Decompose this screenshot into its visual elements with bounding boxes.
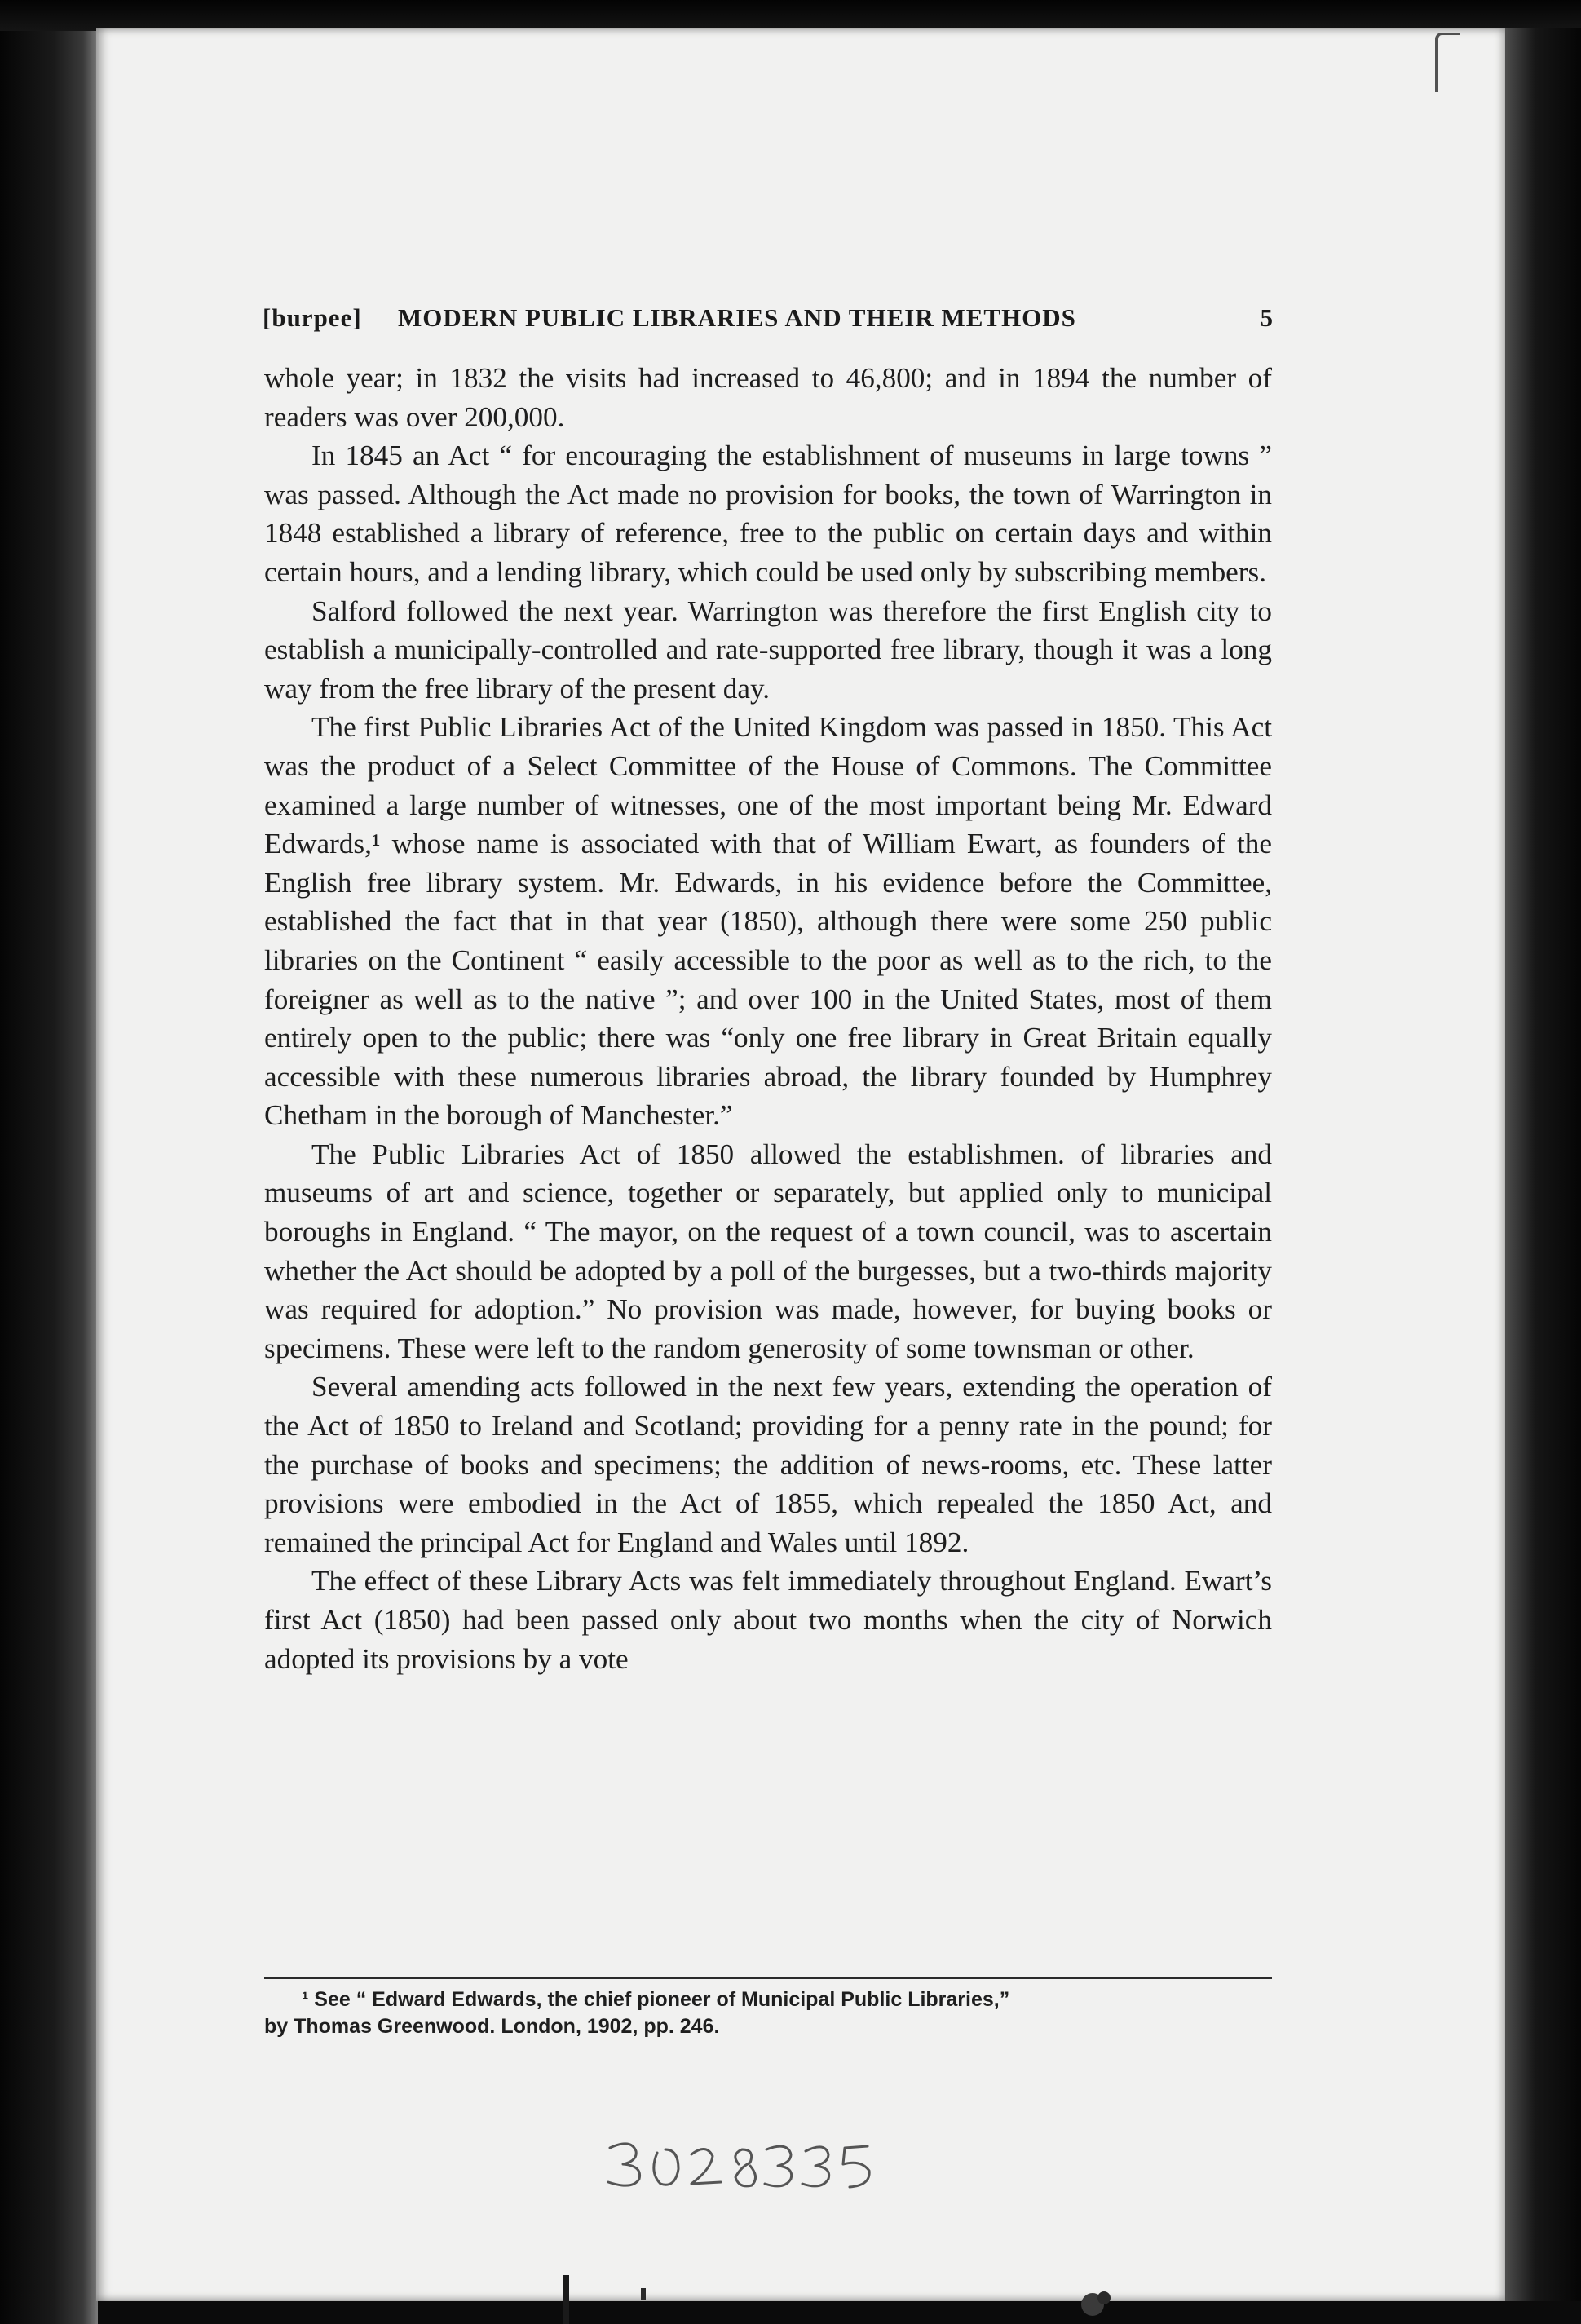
handwritten-accession-number (600, 2132, 894, 2197)
top-scan-border (0, 0, 1581, 31)
page-number: 5 (1260, 303, 1274, 332)
paragraph-act-1845: In 1845 an Act “ for encouraging the establishment of museums in large towns ” was passed. Although the Act made no provision for books, the town of Warrington in 1848 established a library of reference, free to the public on certain days and within certain hours, and a lending library, which could be used only by subscribing members. (264, 440, 1272, 588)
scan-bottom-artifacts (0, 2259, 1581, 2324)
footnote-divider (264, 1977, 1272, 1979)
paragraph-provisions-1850: The Public Libraries Act of 1850 allowed the establishmen. of libraries and museums of art and science, together or separately, but applied only to municipal boroughs in England. “ The mayor, on the request of a town council, was to ascertain whether the Act should be adopted by a poll of the burgesses, but a two-thirds majority was required for adoption.” No provision was made, however, for buying books or specimens. These were left to the random generosity of some townsman or other. (264, 1138, 1272, 1364)
page-corner-mark (1435, 33, 1460, 92)
running-head (263, 303, 1274, 336)
footnote-line-1: ¹ See “ Edward Edwards, the chief pioneer of Municipal Public Libraries,” (302, 1988, 1010, 2011)
footnote-line-2: by Thomas Greenwood. London, 1902, pp. 246. (264, 2015, 720, 2038)
paragraph-continued: whole year; in 1832 the visits had increased to 46,800; and in 1894 the number of readers was over 200,000. (264, 362, 1272, 433)
left-binding-shadow (0, 0, 98, 2324)
paragraph-amending-acts: Several amending acts followed in the next few years, extending the operation of the Act of 1850 to Ireland and Scotland; providing for a penny rate in the pound; for the purchase of books and specimens; the addition of news-rooms, etc. These latter provisions were embodied in the Act of 1855, which repealed the 1850 Act, and remained the principal Act for England and Wales until 1892. (264, 1371, 1272, 1558)
running-head-title: MODERN PUBLIC LIBRARIES AND THEIR METHODS (398, 303, 1076, 332)
paragraph-salford: Salford followed the next year. Warrington was therefore the first English city to establish a municipally-controlled and rate-supported free library, though it was a long way from the free library of the present day. (264, 594, 1272, 705)
paragraph-act-1850: The first Public Libraries Act of the United Kingdom was passed in 1850. This Act was the product of a Select Committee of the House of Commons. The Committee examined a large number of witnesses, one of the most important being Mr. Edward Edwards,¹ whose name is associated with that of William Ewart, as founders of the English free library system. Mr. Edwards, in his evidence before the Committee, established the fact that in that year (1850), although there were some 250 public libraries on the Continent “ easily accessible to the poor as well as to the rich, to the foreigner as well as to the native ”; and over 100 in the United States, most of them entirely open to the public; there was “only one free library in Great Britain equally accessible with these numerous libraries abroad, the library founded by Humphrey Chetham in the borough of Manchester.” (264, 711, 1272, 1132)
footnote (264, 1986, 1272, 2040)
paragraph-effect: The effect of these Library Acts was felt immediately throughout England. Ewart’s first Act (1850) had been passed only about two months when the city of Norwich adopted its provisions by a vote (264, 1565, 1272, 1675)
right-page-edge-shadow (1505, 28, 1581, 2301)
running-head-author: [burpee] (263, 303, 362, 332)
body-text (264, 359, 1272, 1678)
